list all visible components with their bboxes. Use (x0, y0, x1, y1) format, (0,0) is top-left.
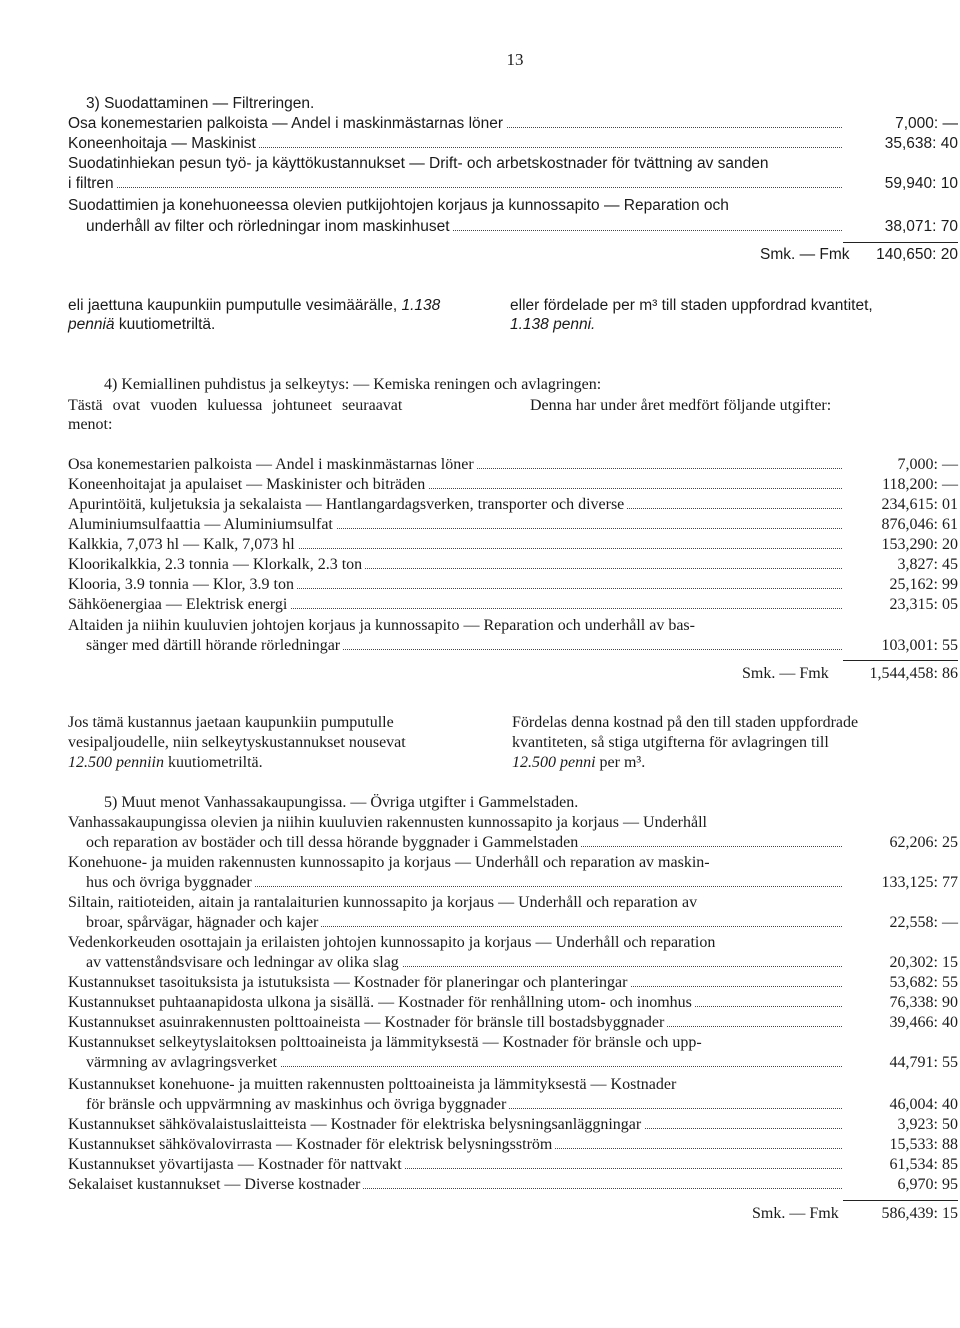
s4-row-7 (68, 575, 960, 594)
s3-note-sv-value: 1.138 (510, 316, 549, 333)
s5-row-3-line1: Siltain, raitioteiden, aitain ja rantalaiturien kunnossapito ja korjaus — Underhåll och reparation av (68, 894, 698, 911)
s3-note-fi-2 (68, 315, 215, 334)
s5-row-6 (68, 993, 960, 1012)
s5-row-4-line1: Vedenkorkeuden osottajain ja erilaisten johtojen kunnossapito ja korjaus — Underhåll och reparation (68, 934, 716, 951)
s4-row-6-amount: 3,827: 45 (897, 556, 958, 573)
s5-row-3-label: broar, spårvägar, hägnader och kajer (86, 913, 321, 932)
s5-row-2-label: hus och övriga byggnader (86, 873, 255, 892)
s5-row-4-amount: 20,302: 15 (889, 954, 958, 971)
s4-note-sv-2: kvantiteten, så stiga utgifterna för avlagringen till (512, 734, 829, 751)
s5-row-11-amount: 15,533: 88 (889, 1136, 958, 1153)
s3-row-2-label: Koneenhoitaja — Maskinist (68, 134, 259, 153)
s4-row-2-amount: 118,200: — (882, 476, 958, 493)
s4-note-fi-2: vesipaljoudelle, niin selkeytyskustannukset nousevat (68, 734, 406, 751)
s3-row-3-amount: 59,940: 10 (884, 175, 958, 192)
s5-row-4 (86, 953, 960, 972)
s4-row-9-line1: Altaiden ja niihin kuuluvien johtojen korjaus ja kunnossapito — Reparation och underhåll av bas- (68, 617, 695, 634)
s4-total-amount: 1,544,458: 86 (869, 665, 958, 682)
s4-row-6-label: Kloorikalkkia, 2.3 tonnia — Klorkalk, 2.3 ton (68, 555, 365, 574)
s5-row-1 (86, 833, 960, 852)
s3-row-4-line1: Suodattimien ja konehuoneessa olevien putkijohtojen korjaus ja kunnossapito — Reparation och (68, 197, 729, 214)
s5-row-6-label: Kustannukset puhtaanapidosta ulkona ja sisällä. — Kostnader för renhållning utom- och inomhus (68, 993, 695, 1012)
s3-row-3-line1: Suodatinhiekan pesun työ- ja käyttökustannukset — Drift- och arbetskostnader för tvättning av sanden (68, 155, 769, 172)
s5-row-2-amount: 133,125: 77 (881, 874, 958, 891)
s3-note-sv-unit: penni. (553, 316, 596, 333)
s4-note-sv-value: 12.500 (512, 754, 556, 771)
s3-row-1-label: Osa konemestarien palkoista — Andel i maskinmästarnas löner (68, 114, 506, 133)
s5-sum-rule (843, 1200, 958, 1201)
s4-row-1-label: Osa konemestarien palkoista — Andel i maskinmästarnas löner (68, 455, 477, 474)
s5-row-12 (68, 1155, 960, 1174)
s3-row-1 (68, 114, 960, 133)
s4-row-9 (86, 636, 960, 655)
s3-note-sv: eller fördelade per m³ till staden uppfordrad kvantitet, (510, 297, 873, 314)
section-4-heading: 4) Kemiallinen puhdistus ja selkeytys: — Kemiska reningen och avlagringen: (104, 376, 602, 393)
s5-row-10-amount: 3,923: 50 (897, 1116, 958, 1133)
s5-row-3-amount: 22,558: — (889, 914, 958, 931)
s4-row-4-label: Aluminiumsulfaattia — Aluminiumsulfat (68, 515, 336, 534)
s4-note-sv-3 (512, 753, 645, 772)
s5-row-8 (86, 1053, 960, 1072)
s4-note-fi-unit: penniin (116, 754, 164, 771)
s3-note-fi-value: 1.138 (401, 297, 441, 314)
s3-row-1-amount: 7,000: — (895, 115, 958, 132)
s3-row-4-amount: 38,071: 70 (884, 218, 958, 235)
s5-row-6-amount: 76,338: 90 (889, 994, 958, 1011)
s4-total-label: Smk. — Fmk (742, 665, 829, 682)
s4-note-sv-1: Fördelas denna kostnad på den till staden uppfordrade (512, 714, 859, 731)
s5-row-11-label: Kustannukset sähkövalovirrasta — Kostnader för elektrisk belysningsström (68, 1135, 555, 1154)
s5-row-11 (68, 1135, 960, 1154)
s4-row-7-label: Klooria, 3.9 tonnia — Klor, 3.9 ton (68, 575, 297, 594)
s4-note-sv-unit: penni (560, 754, 596, 771)
s4-note-fi-value: 12.500 (68, 754, 112, 771)
s5-row-7-label: Kustannukset asuinrakennusten polttoaineista — Kostnader för bränsle till bostadsbyggnader (68, 1013, 667, 1032)
s4-intro-sv: Denna har under året medfört följande utgifter: (530, 397, 832, 414)
s5-row-2 (86, 873, 960, 892)
s4-row-5 (68, 535, 960, 554)
s4-row-8-amount: 23,315: 05 (889, 596, 958, 613)
s3-note-fi (68, 296, 440, 315)
s4-row-9-amount: 103,001: 55 (881, 637, 958, 654)
s4-row-2 (68, 475, 960, 494)
s3-row-2 (68, 134, 960, 153)
s5-row-9 (86, 1095, 960, 1114)
s5-row-9-line1: Kustannukset konehuone- ja muitten rakennusten polttoaineista ja lämmityksestä — Kostnader (68, 1076, 677, 1093)
s3-note-sv-2 (510, 315, 595, 334)
s5-row-1-label: och reparation av bostäder och till dessa hörande byggnader i Gammelstaden (86, 833, 581, 852)
s5-row-1-line1: Vanhassakaupungissa olevien ja niihin kuuluvien rakennusten kunnossapito ja korjaus — Underhåll (68, 814, 707, 831)
s5-row-12-label: Kustannukset yövartijasta — Kostnader för nattvakt (68, 1155, 405, 1174)
s5-row-5-amount: 53,682: 55 (889, 974, 958, 991)
s5-row-1-amount: 62,206: 25 (889, 834, 958, 851)
s3-row-3 (68, 174, 960, 193)
s4-note-fi-1: Jos tämä kustannus jaetaan kaupunkiin pumputulle (68, 714, 394, 731)
s5-row-5 (68, 973, 960, 992)
s4-row-4-amount: 876,046: 61 (881, 516, 958, 533)
s3-row-4-label: underhåll av filter och rörledningar inom maskinhuset (86, 217, 453, 236)
s5-row-5-label: Kustannukset tasoituksista ja istutuksista — Kostnader för planeringar och planteringar (68, 973, 630, 992)
s5-row-7-amount: 39,466: 40 (889, 1014, 958, 1031)
s3-row-3-label: i filtren (68, 174, 117, 193)
s5-row-9-label: för bränsle och uppvärmning av maskinhus och övriga byggnader (86, 1095, 509, 1114)
s4-row-3-label: Apurintöitä, kuljetuksia ja sekalaista — Hantlangardagsverken, transporter och diverse (68, 495, 627, 514)
s4-row-8-label: Sähköenergiaa — Elektrisk energi (68, 595, 290, 614)
s4-row-5-amount: 153,290: 20 (881, 536, 958, 553)
s4-row-1-amount: 7,000: — (897, 456, 958, 473)
s5-row-12-amount: 61,534: 85 (889, 1156, 958, 1173)
s4-row-8 (68, 595, 960, 614)
s4-row-3-amount: 234,615: 01 (881, 496, 958, 513)
s5-row-10-label: Kustannukset sähkövalaistuslaitteista — Kostnader för elektriska belysningsanläggningar (68, 1115, 644, 1134)
section-3-heading: 3) Suodattaminen — Filtreringen. (86, 95, 315, 112)
s5-row-3 (86, 913, 960, 932)
s5-row-8-line1: Kustannukset selkeytyslaitoksen polttoaineista ja lämmityksestä — Kostnader för bränsle och upp- (68, 1034, 702, 1051)
s4-row-6 (68, 555, 960, 574)
s5-row-4-label: av vattenståndsvisare och ledningar av olika slag (86, 953, 402, 972)
s3-note-fi-tail: kuutiometriltä. (118, 316, 216, 333)
s4-row-3 (68, 495, 960, 514)
s3-row-4 (86, 217, 960, 236)
page-number: 13 (506, 50, 524, 69)
s5-row-7 (68, 1013, 960, 1032)
s4-sum-rule (843, 660, 958, 661)
s4-note-fi-tail: kuutiometriltä. (168, 754, 263, 771)
s5-total-label: Smk. — Fmk (752, 1205, 839, 1222)
s4-note-sv-tail: per m³. (599, 754, 646, 771)
s4-row-9-label: sänger med därtill hörande rörledningar (86, 636, 343, 655)
s5-row-8-amount: 44,791: 55 (889, 1054, 958, 1071)
s5-row-13 (68, 1175, 960, 1194)
s5-total-amount: 586,439: 15 (881, 1205, 958, 1222)
s3-total-label: Smk. — Fmk (760, 246, 850, 263)
section-5-heading: 5) Muut menot Vanhassakaupungissa. — Övriga utgifter i Gammelstaden. (104, 794, 579, 811)
s3-note-fi-text: eli jaettuna kaupunkiin pumputulle vesimäärälle, (68, 297, 398, 314)
s4-row-5-label: Kalkkia, 7,073 hl — Kalk, 7,073 hl (68, 535, 298, 554)
s5-row-13-label: Sekalaiset kustannukset — Diverse kostnader (68, 1175, 363, 1194)
s3-row-2-amount: 35,638: 40 (884, 135, 958, 152)
s5-row-9-amount: 46,004: 40 (889, 1096, 958, 1113)
s5-row-8-label: värmning av avlagringsverket (86, 1053, 280, 1072)
s3-total-amount: 140,650: 20 (876, 246, 958, 263)
s5-row-2-line1: Konehuone- ja muiden rakennusten kunnossapito ja korjaus — Underhåll och reparation av maskin- (68, 854, 710, 871)
s4-row-7-amount: 25,162: 99 (889, 576, 958, 593)
s4-row-1 (68, 455, 960, 474)
s4-row-2-label: Koneenhoitajat ja apulaiset — Maskinister och biträden (68, 475, 428, 494)
s5-row-13-amount: 6,970: 95 (897, 1176, 958, 1193)
s3-note-fi-unit: penniä (68, 316, 115, 333)
s4-intro-fi-2: menot: (68, 416, 113, 433)
s5-row-10 (68, 1115, 960, 1134)
s4-row-4 (68, 515, 960, 534)
s3-sum-rule (843, 242, 958, 243)
s4-note-fi-3 (68, 753, 263, 772)
s4-intro-fi: Tästä ovat vuoden kuluessa johtuneet seuraavat (68, 397, 403, 414)
